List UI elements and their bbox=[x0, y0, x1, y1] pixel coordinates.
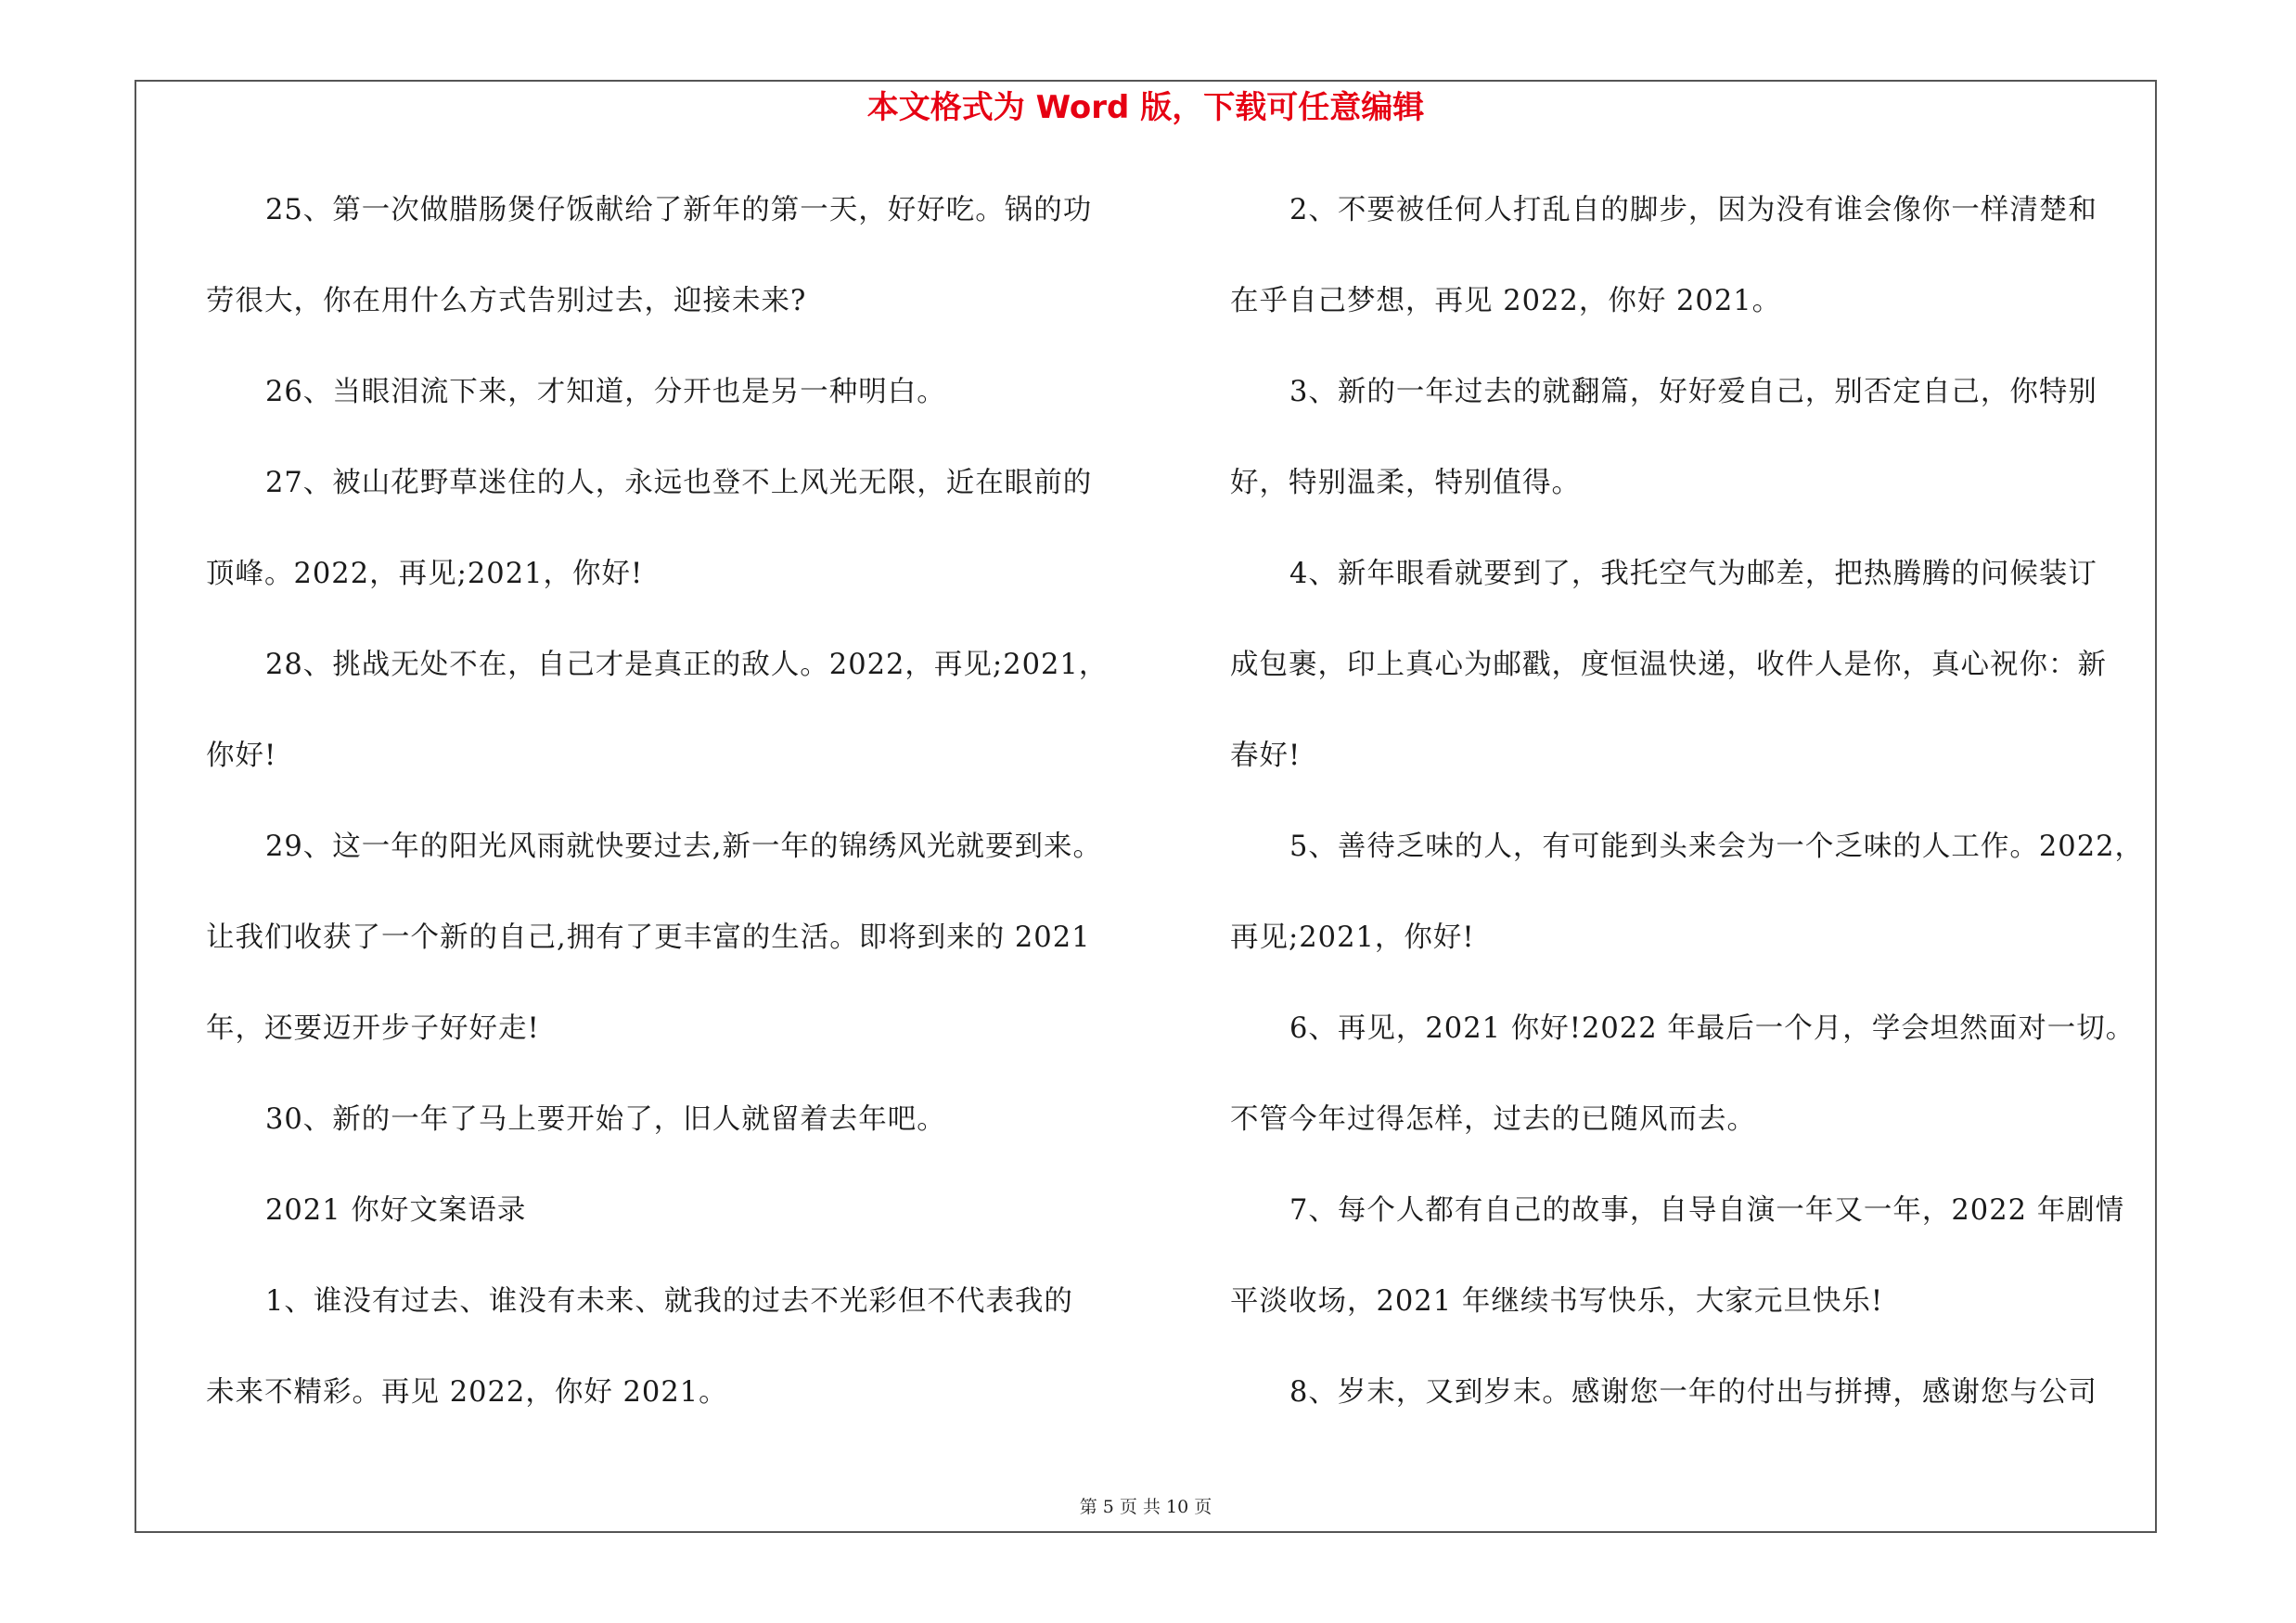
format-banner: 本文格式为 Word 版，下载可任意编辑 bbox=[866, 89, 1425, 126]
text-line: 5、善待乏味的人，有可能到头来会为一个乏味的人工作。2022， bbox=[1289, 831, 2145, 863]
text-line: 2、不要被任何人打乱自的脚步，因为没有谁会像你一样清楚和 bbox=[1289, 194, 2097, 226]
text-line: 平淡收场，2021 年继续书写快乐，大家元旦快乐! bbox=[1230, 1285, 1884, 1318]
text-line: 3、新的一年过去的就翻篇，好好爱自己，别否定自己，你特别 bbox=[1289, 376, 2097, 408]
text-line: 8、岁末，又到岁末。感谢您一年的付出与拼搏，感谢您与公司 bbox=[1289, 1376, 2097, 1409]
text-line: 让我们收获了一个新的自己,拥有了更丰富的生活。即将到来的 2021 bbox=[206, 921, 1091, 954]
text-line: 7、每个人都有自己的故事，自导自演一年又一年，2022 年剧情 bbox=[1289, 1194, 2125, 1227]
text-line: 在乎自己梦想，再见 2022，你好 2021。 bbox=[1230, 285, 1782, 317]
text-line: 6、再见，2021 你好!2022 年最后一个月，学会坦然面对一切。 bbox=[1289, 1012, 2136, 1045]
text-line: 年，还要迈开步子好好走! bbox=[206, 1012, 540, 1045]
text-line: 不管今年过得怎样，过去的已随风而去。 bbox=[1230, 1103, 1756, 1136]
section-heading: 2021 你好文案语录 bbox=[265, 1194, 527, 1227]
text-line: 好，特别温柔，特别值得。 bbox=[1230, 467, 1581, 499]
text-line: 25、第一次做腊肠煲仔饭献给了新年的第一天，好好吃。锅的功 bbox=[265, 194, 1093, 226]
text-line: 成包裹，印上真心为邮戳，度恒温快递，收件人是你，真心祝你：新 bbox=[1230, 649, 2107, 681]
right-column bbox=[1230, 165, 2148, 1438]
text-line: 你好! bbox=[206, 740, 277, 772]
text-line: 顶峰。2022，再见;2021，你好! bbox=[206, 558, 644, 590]
left-column bbox=[206, 165, 1124, 1438]
text-line: 再见;2021，你好! bbox=[1230, 921, 1475, 954]
text-line: 未来不精彩。再见 2022，你好 2021。 bbox=[206, 1376, 728, 1409]
text-line: 30、新的一年了马上要开始了，旧人就留着去年吧。 bbox=[265, 1103, 946, 1136]
text-line: 26、当眼泪流下来，才知道，分开也是另一种明白。 bbox=[265, 376, 946, 408]
text-line: 27、被山花野草迷住的人，永远也登不上风光无限，近在眼前的 bbox=[265, 467, 1093, 499]
text-line: 28、挑战无处不在，自己才是真正的敌人。2022，再见;2021， bbox=[265, 649, 1109, 681]
page-number-footer: 第 5 页 共 10 页 bbox=[1079, 1497, 1212, 1517]
text-line: 1、谁没有过去、谁没有未来、就我的过去不光彩但不代表我的 bbox=[265, 1285, 1073, 1318]
text-line: 劳很大，你在用什么方式告别过去，迎接未来? bbox=[206, 285, 807, 317]
text-line: 4、新年眼看就要到了，我托空气为邮差，把热腾腾的问候装订 bbox=[1289, 558, 2097, 590]
text-line: 29、这一年的阳光风雨就快要过去,新一年的锦绣风光就要到来。 bbox=[265, 831, 1103, 863]
text-line: 春好! bbox=[1230, 740, 1302, 772]
